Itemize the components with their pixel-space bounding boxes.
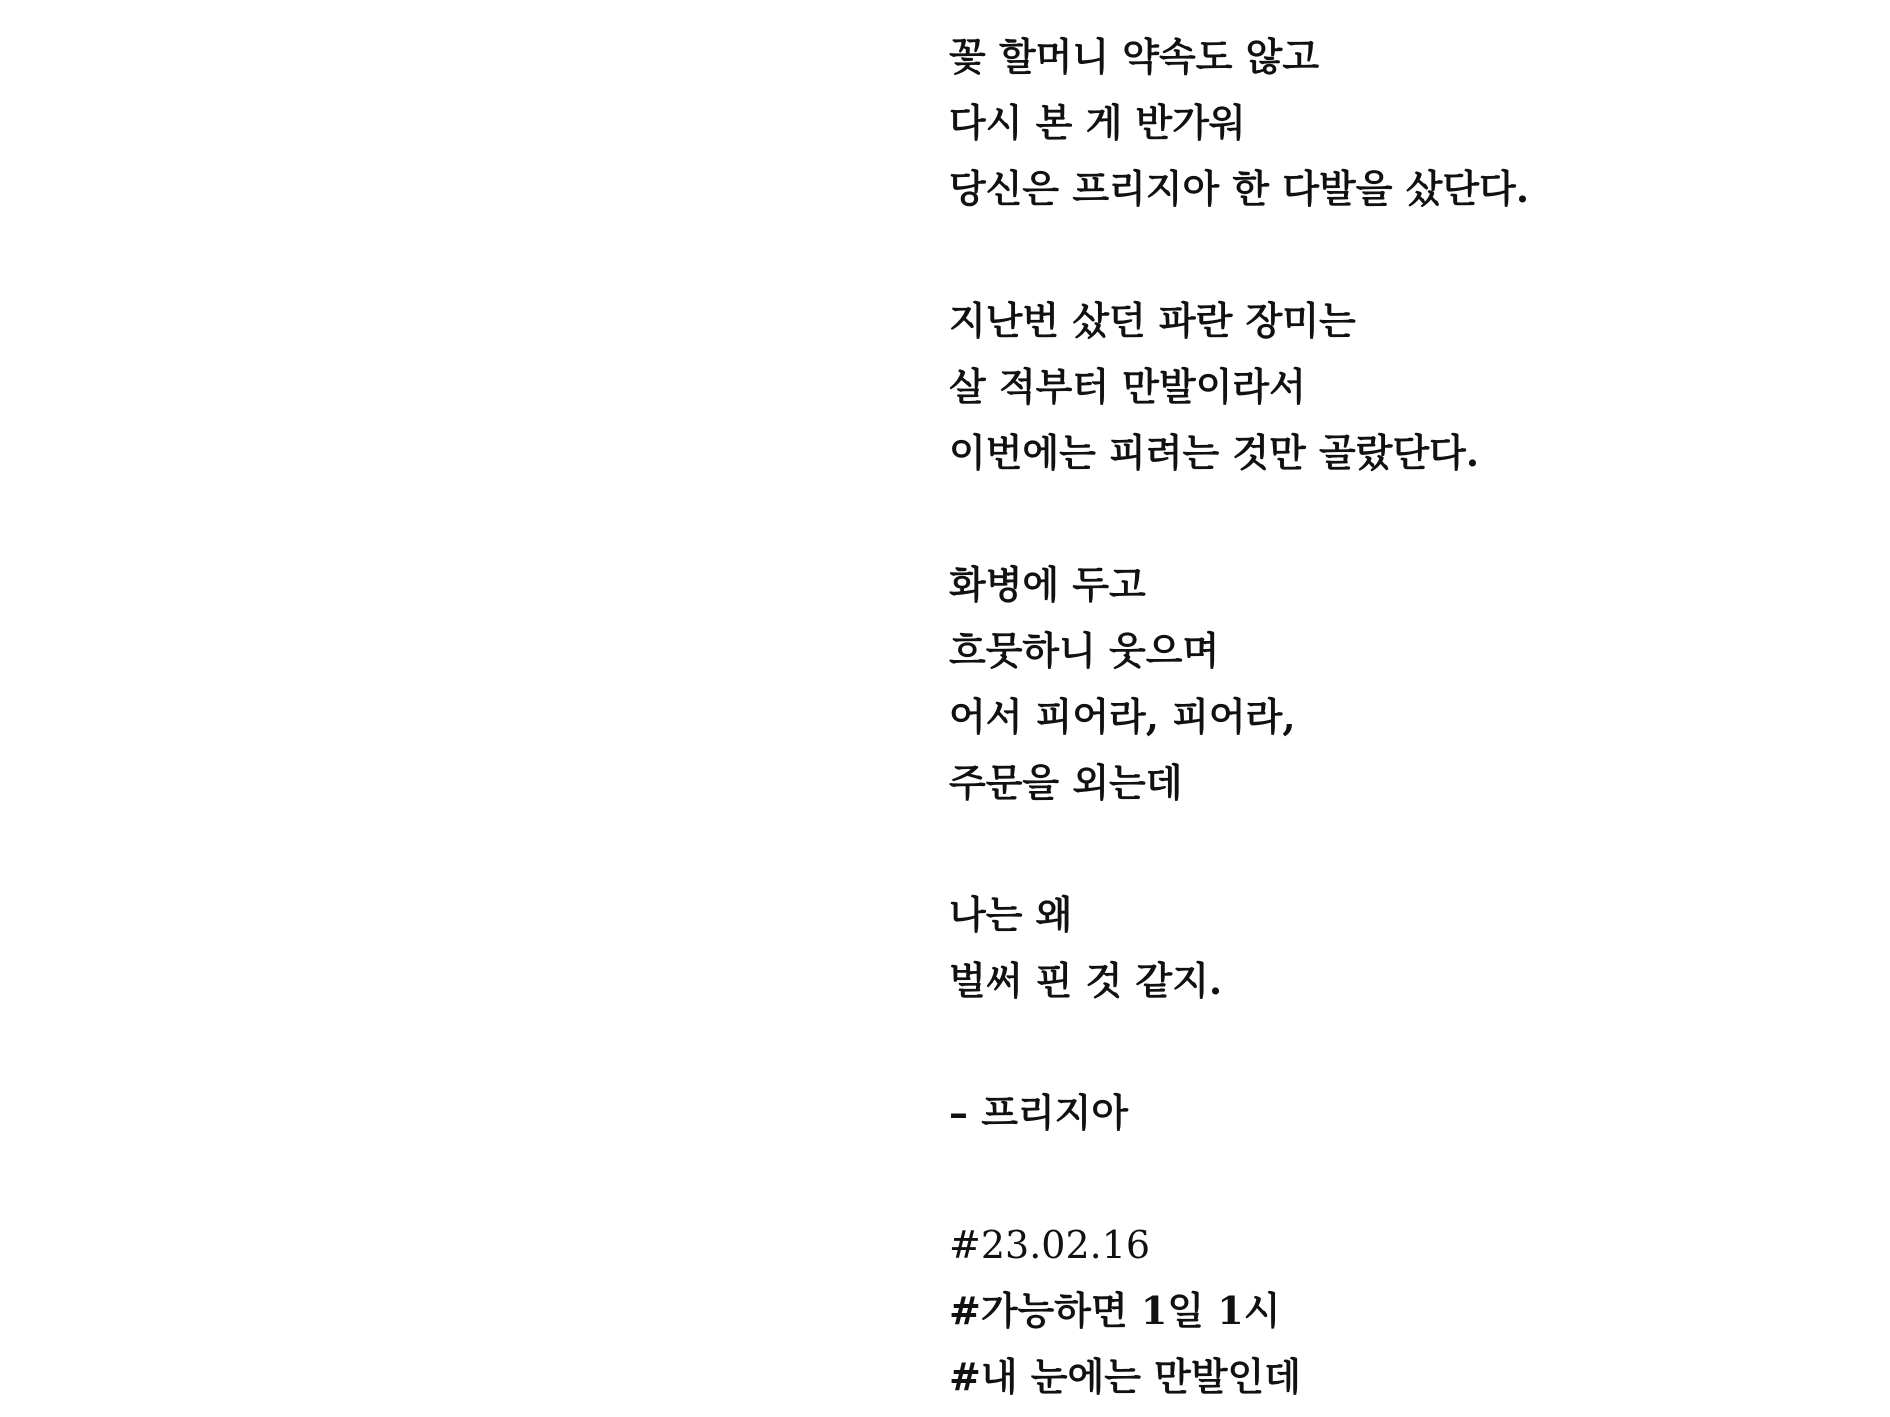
- poem-line: 꽃 할머니 약속도 않고: [949, 34, 1320, 79]
- hashtag: #23.02.16: [949, 1223, 1151, 1267]
- poem: [949, 24, 1849, 1410]
- poem-line: 살 적부터 만발이라서: [949, 364, 1306, 409]
- hashtag: #내 눈에는 만발인데: [949, 1354, 1301, 1399]
- stanza-1: [949, 24, 1849, 222]
- stanza-gap: [949, 816, 1849, 882]
- stanza-gap: [949, 222, 1849, 288]
- stanza-gap: [949, 486, 1849, 552]
- poem-line: 어서 피어라, 피어라,: [949, 694, 1296, 739]
- poem-line: 이번에는 피려는 것만 골랐단다.: [949, 430, 1480, 475]
- poem-line: 나는 왜: [949, 892, 1073, 937]
- stanza-gap: [949, 1014, 1849, 1080]
- poem-line: 당신은 프리지아 한 다발을 샀단다.: [949, 166, 1530, 211]
- stanza-2: [949, 288, 1849, 486]
- poem-line: 다시 본 게 반가워: [949, 100, 1246, 145]
- stanza-3: [949, 552, 1849, 816]
- hashtags: [949, 1212, 1849, 1410]
- poem-line: 흐뭇하니 웃으며: [949, 628, 1220, 673]
- poem-title-signature: – 프리지아: [949, 1090, 1129, 1135]
- hashtag: #가능하면 1일 1시: [949, 1288, 1281, 1333]
- poem-line: 지난번 샀던 파란 장미는: [949, 298, 1356, 343]
- poem-line: 벌써 핀 것 같지.: [949, 958, 1223, 1003]
- poem-line: 주문을 외는데: [949, 760, 1183, 805]
- stanza-gap: [949, 1146, 1849, 1212]
- poem-line: 화병에 두고: [949, 562, 1146, 607]
- stanza-4: [949, 882, 1849, 1014]
